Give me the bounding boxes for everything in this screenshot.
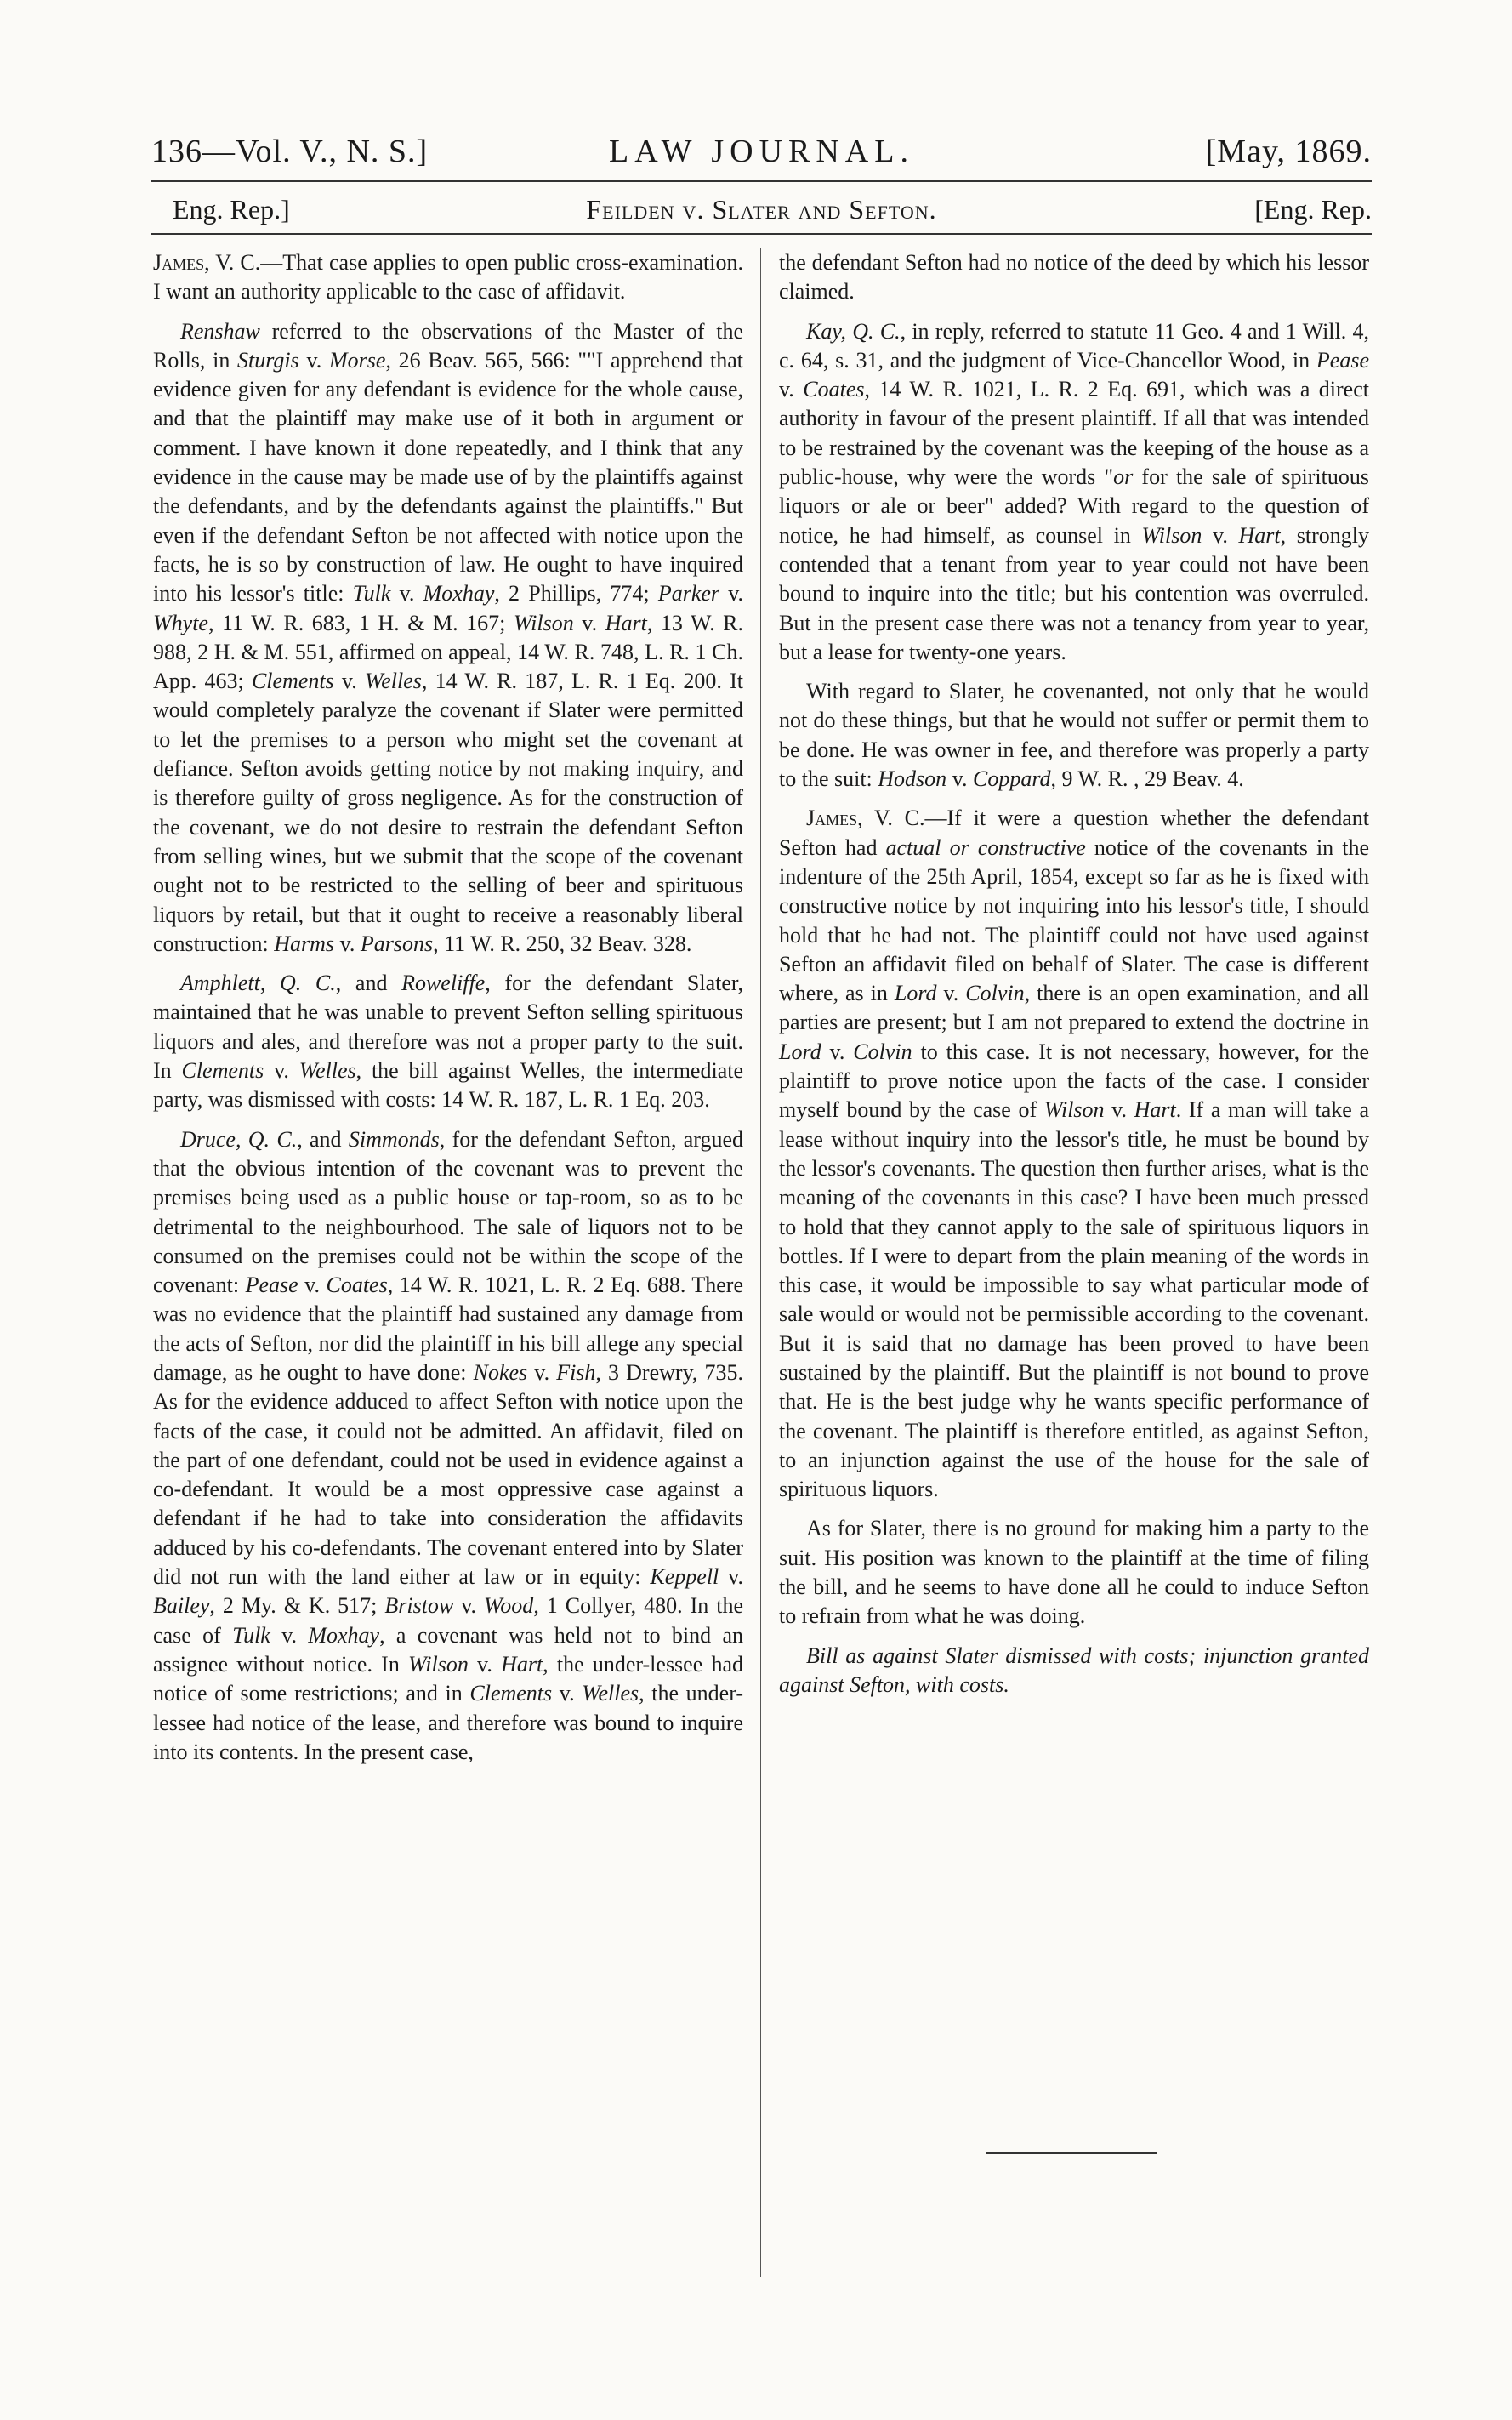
right-column xyxy=(779,248,1369,1710)
paragraph: Druce, Q. C., and Simmonds, for the defendant Sefton, argued that the obvious intention of the covenant was to prevent the premises being used as a public house or tap-room, so as to be detrimental to the neighbourhood. The sale of liquors not to be consumed on the premises could not be within the scope of the covenant: Pease v. Coates, 14 W. R. 1021, L. R. 2 Eq. 688. There was no evidence that the plaintiff had sustained any damage from the acts of Sefton, nor did the plaintiff in his bill allege any special damage, as he ought to have done: Nokes v. Fish, 3 Drewry, 735. As for the evidence adduced to affect Sefton with notice upon the facts of the case, it could not be admitted. An affidavit, filed on the part of one defendant, could not be used in evidence against a co-defendant. It would be a most oppressive case against a defendant if he had to take into consideration the affidavits adduced by his co-defendants. The covenant entered into by Slater did not run with the land either at law or in equity: Keppell v. Bailey, 2 My. & K. 517; Bristow v. Wood, 1 Collyer, 480. In the case of Tulk v. Moxhay, a covenant was held not to bind an assignee without notice. In Wilson v. Hart, the under-lessee had notice of some restrictions; and in Clements v. Welles, the under-lessee had notice of the lease, and therefore was bound to inquire into its contents. In the present case, xyxy=(153,1126,744,1764)
paragraph: James, V. C.—If it were a question whether the defendant Sefton had actual or constructive notice of the covenants in the indenture of the 25th April, 1854, except so far as he is fixed with constructive notice by not inquiring into his lessor's title, I should hold that he had not. The plaintiff could not have used against Sefton an affidavit filed on behalf of Slater. The case is different where, as in Lord v. Colvin, there is an open examination, and all parties are present; but I am not prepared to extend the doctrine in Lord v. Colvin to this case. It is not necessary, however, for the plaintiff to prove notice upon the facts of the case. I consider myself bound by the case of Wilson v. Hart. If a man will take a lease without inquiry into the lessor's title, he must be bound by the lessor's covenants. The question then further arises, what is the meaning of the covenants in this case? I have been much pressed to hold that they cannot apply to the sale of spirituous liquors in bottles. If I were to depart from the plain meaning of the words in this case, it would be impossible to say what particular mode of sale would or would not be permissible according to the covenant. But it is said that no damage has been proved to have been sustained by the plaintiff. But the plaintiff is not bound to prove that. He is the best judge why he wants specific performance of the covenant. The plaintiff is therefore entitled, as against Sefton, to an injunction against the use of the house for the sale of spirituous liquors. xyxy=(779,806,1369,1502)
running-header xyxy=(151,126,1372,177)
case-title: Feilden v. Slater and Sefton. xyxy=(586,194,937,225)
paragraph: Kay, Q. C., in reply, referred to statute 11 Geo. 4 and 1 Will. 4, c. 64, s. 31, and the judgment of Vice-Chancellor Wood, in Pease v. Coates, 14 W. R. 1021, L. R. 2 Eq. 691, which was a direct authority in favour of the present plaintiff. If all that was intended to be restrained by the covenant was the keeping of the house as a public-house, why were the words "or for the sale of spirituous liquors or ale or beer" added? With regard to the question of notice, he had himself, as counsel in Wilson v. Hart, strongly contended that a tenant from year to year could not have been bound to inquire into the title; but his contention was overruled. But in the present case there was not a tenancy from year to year, but a lease for twenty-one years. xyxy=(779,318,1369,664)
paragraph: As for Slater, there is no ground for making him a party to the suit. His position was known to the plaintiff at the time of filing the bill, and he seems to have done all he could to induce Sefton to refrain from what he was doing. xyxy=(779,1516,1369,1629)
paragraph: Renshaw referred to the observations of the Master of the Rolls, in Sturgis v. Morse, 26 Beav. 565, 566: ""I apprehend that evidence given for any defendant is evidence for the whole cause, and that the plaintiff may make use of it both in argument or comment. I have known it done repeatedly, and I think that any evidence in the cause may be made use of by the plaintiffs against the defendants, and by the defendants against the plaintiffs." But even if the defendant Sefton be not affected with notice upon the facts, he is so by construction of law. He ought to have inquired into his lessor's title: Tulk v. Moxhay, 2 Phillips, 774; Parker v. Whyte, 11 W. R. 683, 1 H. & M. 167; Wilson v. Hart, 13 W. R. 988, 2 H. & M. 551, affirmed on appeal, 14 W. R. 748, L. R. 1 Ch. App. 463; Clements v. Welles, 14 W. R. 187, L. R. 1 Eq. 200. It would completely paralyze the covenant if Slater were permitted to let the premises to a person who might set the covenant at defiance. Sefton avoids getting notice by not making inquiry, and is therefore guilty of gross negligence. As for the construction of the covenant, we do not desire to restrain the defendant Sefton from selling wines, but we submit that the scope of the covenant ought not to be restricted to the selling of beer and spirituous liquors by retail, but that it ought to receive a reasonably liberal construction: Harms v. Parsons, 11 W. R. 250, 32 Beav. 328. xyxy=(153,318,744,956)
header-date: [May, 1869. xyxy=(1205,134,1372,169)
case-header xyxy=(151,194,1372,236)
journal-title: LAW JOURNAL. xyxy=(609,134,914,169)
left-column xyxy=(153,248,743,1777)
header-volume: 136—Vol. V., N. S.] xyxy=(151,134,429,169)
header-rule xyxy=(151,180,1372,182)
end-rule xyxy=(986,2152,1157,2154)
report-label-right: [Eng. Rep. xyxy=(1254,194,1372,225)
paragraph: Amphlett, Q. C., and Roweliffe, for the defendant Slater, maintained that he was unable to prevent Sefton selling spirituous liquors and ales, and therefore was not a proper party to the suit. In Clements v. Welles, the bill against Welles, the intermediate party, was dismissed with costs: 14 W. R. 187, L. R. 1 Eq. 203. xyxy=(153,971,743,1113)
paragraph: James, V. C.—That case applies to open public cross-examination. I want an authority applicable to the case of affidavit. xyxy=(153,250,743,305)
decree: Bill as against Slater dismissed with costs; injunction granted against Sefton, with costs. xyxy=(779,1643,1369,1697)
case-header-rule xyxy=(151,233,1372,235)
paragraph: With regard to Slater, he covenanted, not only that he would not do these things, but that he would not suffer or permit them to be done. He was owner in fee, and therefore was properly a party to the suit: Hodson v. Coppard, 9 W. R. , 29 Beav. 4. xyxy=(779,679,1369,792)
paragraph: the defendant Sefton had no notice of the deed by which his lessor claimed. xyxy=(779,250,1369,305)
report-label-left: Eng. Rep.] xyxy=(173,194,290,225)
column-divider xyxy=(760,248,761,2277)
